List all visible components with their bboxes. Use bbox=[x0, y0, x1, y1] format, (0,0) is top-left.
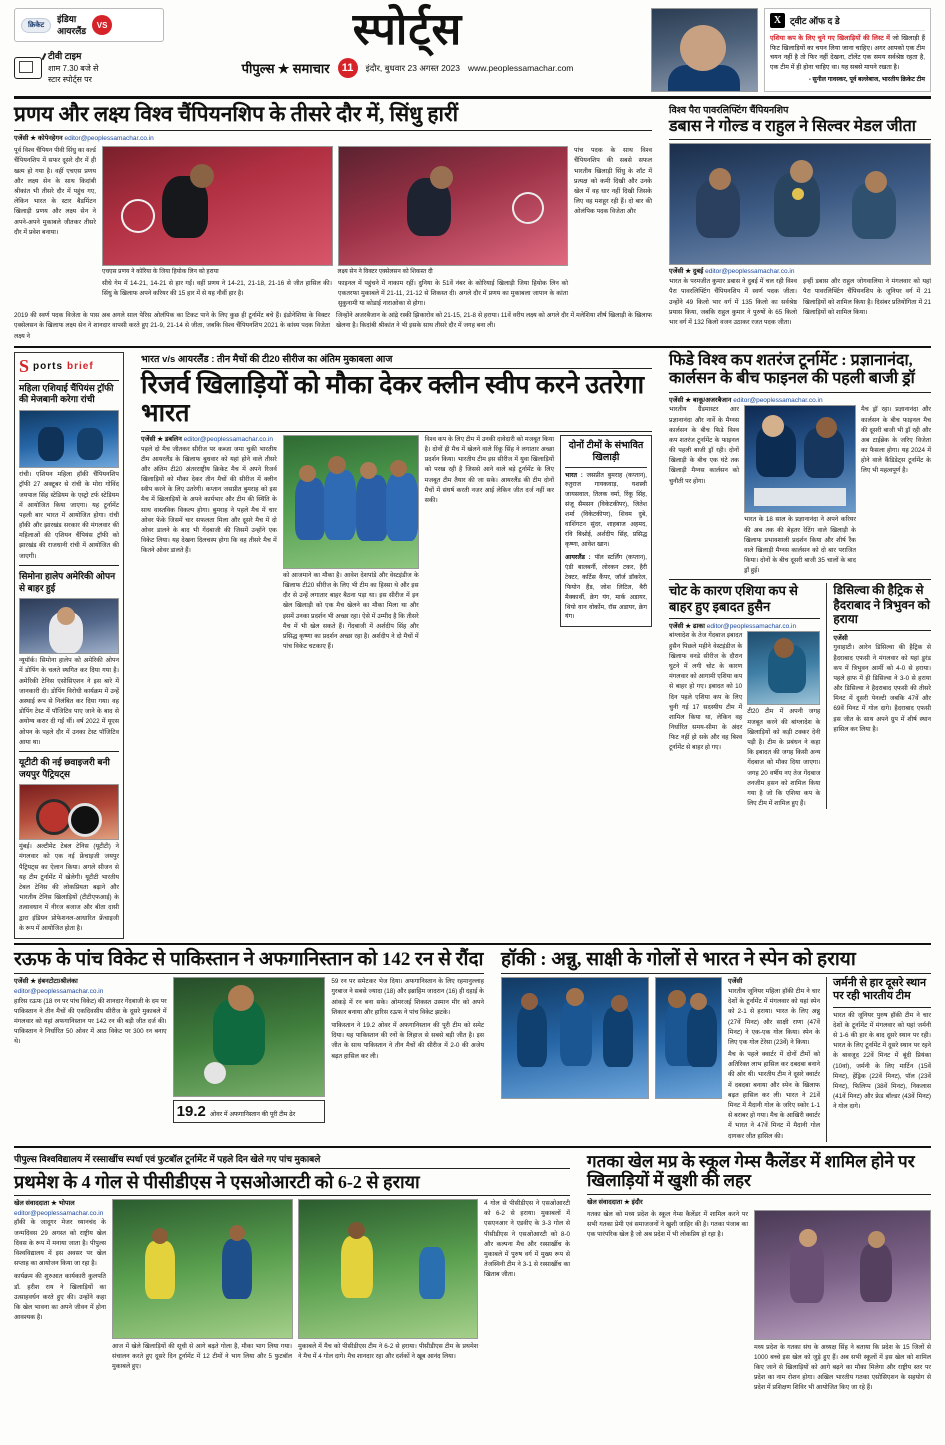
tweet-body bbox=[770, 34, 925, 72]
pakistan-agency: एजेंसी ★ हंबनटोटा/श्रीलंका bbox=[14, 978, 78, 986]
probable-ireland bbox=[565, 553, 647, 622]
page-title: स्पोर्ट्स bbox=[352, 5, 463, 54]
middle-row bbox=[0, 352, 945, 939]
brief-1-body: रांची। एशियन महिला हॉकी चैंपियनशिप ट्रॉफी 27 अक्टूबर से रांची के मोरा गोविंद जयपाल सिंह स्टेडियम के एस्ट्रो टर्फ स्टेडियम में आयोजित किया जाएगा। यह टूर्नामेंट पहली बार भारत में आयोजित होगा। रांची हॉकी और झारखंड सरकार की मंगलवार की महिलाओं की एशियन चैंपियंस ट्रॉफी को झारखंड की राजधानी रांची में आयोजित की जाएगी। bbox=[19, 471, 119, 560]
germany-body: भारत की जूनियर पुरुष हॉकी टीम ने चार देशों के टूर्नामेंट में मंगलवार को यहां जर्मनी से 1-6 की हार के बाद दूसरे स्थान पर रही। भारत के लिए टूर्नामेंट में दूसरे स्थान पर रहने के बावजूद 22वें मिनट में बूंदी प्रियंका (10वां), जर्मनी के लिए मार्टिन (15वें मिनट), हेंड्रिक (22वें मिनट), पॉल (23वें मिनट), फिलिप्प (38वें मिनट), निकलास (41वें मिनट) और फ्रेड बॉल्डर (43वें मिनट) ने गोल दागे। bbox=[833, 1011, 931, 1111]
para-col-2: इन्हीं डबास और राहुल जोगवालिया ने मंगलवार को यहां पैरा पावरलिफ्टिंग चैंपियनशिप के जूनियर वर्ग में 21 खिलाड़ियों को शामिल किया है। दिसंबर प्रतियोगिता में 21 खिलाड़ियों को शामिल किया। bbox=[803, 278, 931, 316]
brief-2-body: न्यूयॉर्क। सिमोना हालेप को अमेरिकी ओपन में डोपिंग के चलते स्थगित कर दिया गया है। अमेरिकी टेनिस एसोसिएशन ने इस बारे में जानकारी दी। डोपिंग विरोधी कार्यक्रम में उन्हें अस्थाई रूप से निलंबित कर दिया गया। वह डोपिंग टेस्ट में पॉजिटिव पाए जाने के बाद से अयोग्य करार दी गईं थीं। वर्ष 2022 में यूएस ओपन के पहले दौर में उनका टेस्ट पॉजिटिव आया था। bbox=[19, 657, 119, 746]
university-photo-1 bbox=[112, 1199, 293, 1339]
sports-brief-s: S bbox=[19, 355, 30, 376]
badminton-col-1: पूर्व विश्व चैंपियन पीवी सिंधु का वर्ल्ड चैंपियनशिप में सफर दूसरे दौर में ही खत्म हो गया है। वहीं एचएस प्रणय और लक्ष्य सेन के साथ किदांबी श्रीकांत भी तीसरे दौर में पहुंच गए, लेकिन भारत के स्टार बैडमिंटन खिलाड़ी प्रणय और लक्ष्य सेन ने अपने-अपने मुकाबले जीतकर तीसरे दौर में प्रवेश बनाया। bbox=[14, 147, 96, 236]
vs-badge: VS bbox=[92, 15, 112, 35]
team-1: इंडिया bbox=[57, 14, 77, 24]
badminton-caption-left: एचएस प्रणय ने कोरिया के जिया हियोक लिन को हराया bbox=[102, 269, 219, 276]
badminton-headline: प्रणय और लक्ष्य विश्व चैंपियनशिप के तीसरे दौर में, सिंधु हारीं bbox=[14, 102, 459, 126]
gatka-byline: खेल संवाददाता ★ इंदौर bbox=[587, 1198, 643, 1206]
columnist-photo bbox=[651, 8, 758, 92]
gatka-col-1: गतका खेल को मध्य प्रदेश के स्कूल गेम्स कैलेंडर में शामिल करने पर सभी गतका प्रेमी एवं समाजजनों ने खुशी जाहिर की है। गतका पंजाब का एक पारंपरिक खेल है जो अब प्रदेश में भी लोकप्रिय हो रहा है। bbox=[587, 1210, 748, 1239]
badminton-article bbox=[14, 103, 652, 342]
chess-byline bbox=[669, 396, 931, 406]
badminton-col-6: जिन्होंने अजरबैजान के आंद्रे रस्की झिकारोव को 21-15, 21-8 से हराया। 11वें वरीय लक्ष्य को अगले दौर में मलेशिया शीर्ष खिलाड़ी के खिलाफ खेलना है। किदांबी श्रीकांत ने भी इसके साथ तीसरे दौर में जगह बना ली। bbox=[336, 312, 652, 330]
pakistan-headline: रऊफ के पांच विकेट से पाकिस्तान ने अफगानिस्तान को 142 रन से रौंदा bbox=[14, 948, 484, 970]
probable-ireland-label: आयरलैंड : bbox=[565, 553, 591, 561]
probable-ireland-list: पॉल स्टर्लिंग (कप्तान), एंडी बालबर्नी, लोरकन टकर, हैरी टेक्टर, कर्टिस कैंपर, जॉर्ज डॉकरेल, फियोन हैंड, जोश लिटिल, बैरी मैक्कार्थी, क्रेग यंग, मार्क अडायर, थियो वान वोर्कोम, रॉस अडायर, क्रेग यंग। bbox=[565, 553, 648, 621]
injury-byline bbox=[669, 622, 820, 632]
tv-text bbox=[48, 50, 98, 85]
para-powerlifting-article bbox=[669, 103, 931, 328]
lower-row bbox=[0, 949, 945, 1142]
hockey-photo-2 bbox=[655, 977, 722, 1099]
gatka-photo bbox=[754, 1210, 931, 1340]
injury-headline: चोट के कारण एशिया कप से बाहर हुए इबादत हुसैन bbox=[669, 583, 798, 615]
badminton-col-4: फाइनल में पहुंचने में नाकाम रहीं। दुनिया के 51वें नंबर के कोरियाई खिलाड़ी जिया हियोक लिन को एकतरफा मुकाबले में 21-11, 21-12 से शिकस्त दी। अगले दौर में प्रणय का मुकाबला जापान के कांता सुकुनामी या कोडाई नाराओका से होगा। bbox=[338, 279, 568, 308]
tweet-title: ट्वीट ऑफ द डे bbox=[790, 16, 840, 26]
cricket-eyebrow: भारत v/s आयरलैंड : तीन मैचों की टी20 सीरीज का अंतिम मुकाबला आज bbox=[141, 353, 393, 365]
tweet-lead: एशिया कप के लिए चुने गए खिलाड़ियों की लिस्ट में bbox=[770, 35, 890, 42]
cricket-byline bbox=[141, 435, 277, 445]
university-article bbox=[14, 1152, 570, 1373]
probable-india bbox=[565, 471, 647, 550]
para-email[interactable]: editor@peoplessamachar.co.in bbox=[705, 268, 795, 276]
chess-col-2: भारत के 18 साल के प्रज्ञानानंदा ने अपने करियर की अब तक की बेहतर रेटिंग वाले खिलाड़ी के खिलाफ प्रभावशाली प्रदर्शन किया और शीर्ष रैंक वाले खिलाड़ी मैग्नस कार्लसन को दो बार पराजित किया। दोनों के बीच दूसरी बाजी 35 चालों के बाद ड्रॉ हुई। bbox=[744, 516, 856, 575]
badminton-photo-lakshya bbox=[338, 146, 569, 266]
chess-article bbox=[669, 352, 931, 577]
chess-email[interactable]: editor@peoplessamachar.co.in bbox=[733, 396, 823, 404]
hockey-headline: हॉकी : अन्नु, साक्षी के गोलों से भारत ने स्पेन को हराया bbox=[501, 948, 856, 970]
hockey-col-2: मैच के पहले क्वार्टर में दोनों टीमों को अतिरिक्त लाभ हासिल कर दबदबा बनाने की ओर थी। भारतीय टीम ने दूसरे क्वार्टर में दबदबा बनाया और स्पेन के खिलाफ बढ़त हासिल कर ली। भारत ने 21वें मिनट में मैदानी गोल के जरिए स्कोर 1-1 से बराबर हो गया। मैच के आखिरी क्वार्टर में भारत ने 47वें मिनट में मैदानी गोल दागकर जीत हासिल की। bbox=[728, 1051, 820, 1140]
masthead-infoline bbox=[172, 58, 643, 78]
cricket-agency: एजेंसी ★ डबलिन bbox=[141, 435, 182, 443]
para-headline: डबास ने गोल्ड व राहुल ने सिल्वर मेडल जीता bbox=[669, 118, 916, 135]
tv-icon bbox=[14, 57, 42, 79]
para-eyebrow: विश्व पैरा पावरलिफ्टिंग चैंपियनशिप bbox=[669, 105, 789, 116]
lead-row bbox=[0, 103, 945, 342]
pakistan-photo-rauf bbox=[173, 977, 326, 1097]
university-photo-2 bbox=[298, 1199, 479, 1339]
masthead-center bbox=[172, 5, 643, 92]
team-2: आयरलैंड bbox=[57, 26, 87, 37]
badminton-photo-pranoy bbox=[102, 146, 333, 266]
germany-article bbox=[833, 977, 931, 1142]
probable-title: दोनों टीमों के संभावित खिलाड़ी bbox=[565, 440, 647, 468]
badminton-col-2: पांच पदक के साथ विश्व चैंपियनशिप की सबसे सफल भारतीय खिलाड़ी सिंधु के शॉट में प्रत्यक्ष को कमी दिखी और उनके खेल में वह धार नहीं दिखी जिसके लिए वह मशहूर रही हैं। दो बार की ओलंपिक पदक विजेता और bbox=[574, 147, 652, 216]
cricket-team-photo bbox=[283, 435, 419, 569]
website-url[interactable]: www.peoplessamachar.com bbox=[468, 63, 574, 73]
brief-3-title: यूटीटी की नई छवाइजरी बनी जयपुर पैट्रियट्स bbox=[19, 756, 110, 779]
brief-1-photo bbox=[19, 410, 119, 468]
injury-article bbox=[669, 583, 820, 809]
chess-photo bbox=[744, 405, 856, 513]
hockey-photo-1 bbox=[501, 977, 649, 1099]
para-col-1: भारत के परमजीत कुमार डबास ने दुबई में चल रही विश्व पैरा पावरलिफ्टिंग चैंपियनशिप में स्वर्ण पदक जीता। उन्होंने 49 किलो भार वर्ग में 135 किलो का सर्वश्रेष्ठ प्रयास किया, जबकि राहुल कुमार ने पुरुषों के 65 किलो भार वर्ग में 132 किलो वजन उठाकर रजत पदक जीता। bbox=[669, 278, 797, 326]
bottom-row bbox=[0, 1152, 945, 1394]
university-col-4: मुकाबले में मैच को पीसीडीएस टीम ने 6-2 से हराया। पीसीडीएस टीम के प्रथमेश ने मैच में 4 गोल दागे। मैच शानदार रहा और दर्शकों ने खूब आनंद लिया। bbox=[298, 1342, 478, 1361]
cricket-col-3: विश्व कप के लिए टीम में उनकी दावेदारी को मजबूत किया है। दोनों ही मैच में खेलने वाले रिंकू सिंह ने लगातार अच्छा प्रदर्शन किया। भारतीय टीम इस सीरीज में युवा खिलाड़ियों को परख रही है जिससे आने वाले बड़े टूर्नामेंट के लिए मजबूत टीम तैयार की जा सके। आयरलैंड की टीम दोनों मैचों में संघर्ष करती नजर आई लेकिन जीत दर्ज नहीं कर सकी। bbox=[424, 435, 555, 504]
brand-logo: पीपुल्स ★ समाचार bbox=[241, 61, 330, 76]
injury-col-2: टी20 टीम में अपनी जगह मजबूत करने की बांग्लादेश के खिलाड़ियों को कड़ी टक्कर देनी पड़ी है। टीम के प्रबंधन ने कहा कि इबादत की जगह किसी अन्य गेंदबाज को मौका दिया जाएगा। जगह 20 वर्षीय नए तेज गेंदबाज तनजीम हसन को शामिल किया गया है जो कि एशिया कप के लिए टीम में शामिल हुए हैं। bbox=[747, 708, 821, 808]
badminton-email[interactable]: editor@peoplessamachar.co.in bbox=[64, 134, 154, 142]
hattrick-article bbox=[833, 583, 931, 809]
gatka-article bbox=[587, 1152, 931, 1394]
tweet-of-the-day bbox=[764, 8, 931, 92]
pakistan-byline bbox=[14, 977, 167, 997]
cricket-main-article bbox=[141, 352, 652, 653]
masthead-right bbox=[651, 8, 931, 92]
probable-xi-box bbox=[560, 435, 652, 628]
tv-label: टीवी टाइम bbox=[48, 51, 82, 62]
para-photo-podium bbox=[669, 143, 931, 265]
masthead bbox=[0, 0, 945, 92]
badminton-col-3: सीधे गेम में 14-21, 14-21 से हार गईं। वहीं प्रणय ने 14-21, 21-18, 21-16 से जीत हासिल की। सिंधु के खिलाफ अपने करियर की 15 हार में से यह नौवीं हार है। bbox=[102, 279, 332, 297]
sports-brief-word: brief bbox=[67, 360, 94, 372]
tv-time-block bbox=[14, 50, 164, 85]
page-number-badge: 11 bbox=[338, 58, 358, 78]
injury-photo bbox=[747, 631, 820, 705]
pakistan-score-box bbox=[173, 1100, 326, 1123]
gatka-headline: गतका खेल मप्र के स्कूल गेम्स कैलेंडर में शामिल होने पर खिलाड़ियों में खुशी की लहर bbox=[587, 1151, 915, 1191]
right-lower-row bbox=[669, 583, 931, 809]
chess-agency: एजेंसी ★ बाकू/अजरबैजान bbox=[669, 396, 732, 404]
hattrick-byline: एजेंसी bbox=[833, 634, 848, 642]
sports-brief-rail bbox=[14, 352, 124, 939]
probable-india-list: जसप्रीत बुमराह (कप्तान), रुतुराज गायकवाड़, यशस्वी जायसवाल, तिलक वर्मा, रिंकू सिंह, संजू सैमसन (विकेटकीपर), जितेश शर्मा (विकेटकीपर), शिवम दुबे, वाशिंगटन सुंदर, शाहबाज अहमद, रवि बिश्नोई, अर्शदीप सिंह, प्रसिद्ध कृष्णा, आवेश खान। bbox=[565, 471, 648, 548]
pakistan-article bbox=[14, 949, 484, 1123]
university-col-3: आज में खेले खिलाड़ियों की सूची से आगे बढ़ते गोला है, मौका भाग लिया गया। संचालन करते हुए दूसरे दिन टूर्नामेंट में 12 टीमों ने भाग लिया और 5 फुटबॉल मुकाबले हुए। bbox=[112, 1342, 292, 1371]
match-strip bbox=[14, 8, 164, 42]
sport-chip: क्रिकेट bbox=[21, 18, 51, 33]
brief-3-photo bbox=[19, 784, 119, 840]
pakistan-col-3: पाकिस्तान ने 19.2 ओवर में अफगानिस्तान की पूरी टीम को समेट दिया। यह पाकिस्तान की रनों के लिहाज से सबसे बड़ी जीत है। इस जीत के साथ पाकिस्तान ने तीन मैचों की सीरीज में 2-0 की अजेय बढ़त हासिल कर ली। bbox=[331, 1021, 485, 1060]
university-col-5: 4 गोल से पीसीडीएस ने एसओआरटी को 6-2 से हराया। मुकाबलों में एसएनआर ने एडवीए के 3-3 गोल से पीसीडीएस ने एसओआरटी को 8-0 और कल्पना मैच और रस्साखींच के मुकाबले में पुरुष वर्ग में मुख्य रूप से तेजस्विनी टीम ने 3-1 से रस्साखींच का खिताब जीता। bbox=[484, 1199, 570, 1279]
tv-time: शाम 7.30 बजे से bbox=[48, 63, 99, 73]
probable-india-label: भारत : bbox=[565, 471, 583, 479]
injury-col-1: बांग्लादेश के तेज गेंदबाज इबादत हुसैन पिछले महीने वेस्टइंडीज के खिलाफ वनडे सीरीज के दौरान घुटने में लगी चोट के कारण मंगलवार को आगामी एशिया कप से बाहर हो गए। इबादत को 10 दिन पहले एशिया कप के लिए चुनी गई 17 सदस्यीय टीम में शामिल किया था, लेकिन वह निर्धारित समय-सीमा के अंदर फिट नहीं हो सके और वह बिश्व टूर्नामेंट से बाहर हो गए। bbox=[669, 632, 743, 752]
hockey-col-1: भारतीय जूनियर महिला हॉकी टीम ने चार देशों के टूर्नामेंट में मंगलवार को यहां स्पेन को 2-1 से हराया। भारत के लिए अन्नु (27वें मिनट) और साक्षी राणा (47वें मिनट) ने एक-एक गोल किया। स्पेन के लिए एक गोल टेरेसा (23वें) ने किया। bbox=[728, 987, 820, 1046]
university-agency: खेल संवाददाता ★ भोपाल bbox=[14, 1199, 75, 1207]
germany-headline: जर्मनी से हार दूसरे स्थान पर रही भारतीय टीम bbox=[833, 977, 927, 1003]
hockey-byline: एजेंसी bbox=[728, 978, 743, 986]
match-teams bbox=[57, 13, 86, 37]
chess-headline: फिडे विश्व कप शतरंज टूर्नामेंट : प्रज्ञानानंदा, कार्लसन के बीच फाइनल की पहली बाजी ड्रॉ bbox=[669, 351, 915, 388]
pakistan-col-1: हारिस रऊफ (18 रन पर पांच विकेट) की शानदार गेंदबाजी के दम पर पाकिस्तान ने तीन मैचों की एकदिवसीय सीरीज के दूसरे मुकाबले में मंगलवार को यहां अफगानिस्तान पर 142 रन की बड़ी जीत दर्ज की। पाकिस्तान ने निर्धारित 50 ओवर में आठ विकेट पर 300 रन बनाए थे। bbox=[14, 997, 167, 1046]
brief-2-title: सिमोना हालेप अमेरिकी ओपन से बाहर हुई bbox=[19, 570, 116, 593]
brief-2-photo bbox=[19, 598, 119, 654]
tweet-header bbox=[770, 13, 925, 31]
masthead-left bbox=[14, 8, 164, 92]
pakistan-email[interactable]: editor@peoplessamachar.co.in bbox=[14, 987, 104, 995]
para-agency: एजेंसी ★ दुबई bbox=[669, 268, 704, 276]
university-col-1: हॉकी के जादूगर मेजर ध्यानचंद के जन्मदिवस 29 अगस्त को राष्ट्रीय खेल दिवस के रूप में मनाया जाता है। पीपुल्स विश्वविद्यालय में इस अवसर पर खेल सप्ताह का आयोजन किया जा रहा है। bbox=[14, 1219, 106, 1268]
badminton-caption-right: लक्ष्य सेन ने विक्टर एक्सेलसन को शिकस्त दी bbox=[337, 269, 433, 276]
x-logo-icon: X bbox=[770, 13, 785, 28]
tweet-text: जो खिलाड़ी हैं फिट खिलाड़ियों का चयन लिया जाना चाहिए। अगर आपको एक टीम चयन नहीं है तो फिर नहीं देखना, टॉलेंट एक समय सर्वश्रेष्ठ रहता है, एक टीम में ही होना चाहिए था। यह सबसे मायने रखता है। bbox=[770, 35, 926, 71]
brief-1-title: महिला एशियाई चैंपियंस ट्रॉफी की मेजबानी करेगा रांची bbox=[19, 382, 114, 405]
chess-col-3: मैच ड्रॉ रहा। प्रज्ञानानंदा और कार्लसन के बीच फाइनल मैच की दूसरी बाजी भी ड्रॉ रही और अब टाईब्रेक के जरिए विजेता का फैसला होगा। यह 2024 में होने वाले कैंडिडेट्स टूर्नामेंट के लिए भी महत्वपूर्ण है। bbox=[861, 406, 931, 475]
para-byline bbox=[669, 267, 931, 277]
sports-brief-rest: ports bbox=[33, 360, 64, 372]
tv-channel: स्टार स्पोर्ट्स पर bbox=[48, 75, 92, 85]
injury-agency: एजेंसी ★ ढाका bbox=[669, 622, 705, 630]
university-eyebrow: पीपुल्स विश्वविद्यालय में रस्साखींच स्पर्धा एवं फुटबॉल टूर्नामेंट में पहले दिन खेले गए पांच मुकाबले bbox=[14, 1153, 321, 1164]
right-column bbox=[669, 352, 931, 809]
dateline: इंदौर, बुधवार 23 अगस्त 2023 bbox=[365, 62, 461, 73]
cricket-email[interactable]: editor@peoplessamachar.co.in bbox=[183, 435, 273, 443]
cricket-headline: रिजर्व खिलाड़ियों को मौका देकर क्लीन स्वीप करने उतरेगा भारत bbox=[141, 371, 645, 427]
hattrick-body: गुवाहाटी। आरेन डिसिल्वा की हैट्रिक से हैदराबाद एफसी ने मंगलवार को यहां डूरंड कप में त्रिभुवन आर्मी को 4-0 से हराया। पहले हाफ में ही डिसिल्वा ने 3-0 से हराया और डिसिल्वा ने हैदराबाद एफसी की तीसरे मिनट में दूसरी पेनल्टी जबकि 47वें और 69वें मिनट में गोल दागे। हैदराबाद एफसी इस जीत के साथ अपने ग्रुप में शीर्ष स्थान हासिल कर लिया है। bbox=[833, 644, 931, 733]
pakistan-col-2: 59 रन पर समेटकर भेज दिया। अफगानिस्तान के लिए रहमानुल्लाह गुरबाज ने सबसे ज्यादा (18) और इब्राहिम जादरान (16) ही दहाई के आंकड़े में रन बना सके। ओमरजई शिकस्त उस्मान मीर को अपने शिकार बनाया और हारिस रऊफ ने पांच विकेट झटके। bbox=[331, 978, 485, 1016]
injury-email[interactable]: editor@peoplessamachar.co.in bbox=[706, 622, 797, 630]
pakistan-score-label: ओवर में अफगानिस्तान की पूरी टीम ढेर bbox=[209, 1111, 296, 1119]
badminton-agency: एजेंसी ★ कोपेनहेगन bbox=[14, 134, 63, 142]
cricket-col-1: पहले दो मैच जीतकर सीरीज पर कब्जा जमा चुकी भारतीय टीम आयरलैंड के खिलाफ बुधवार को यहां होने वाले तीसरे और अंतिम टी20 अंतरराष्ट्रीय क्रिकेट मैच में अपने रिजर्व खिलाड़ियों को मौका देकर तीन मैचों की सीरीज में क्लीन स्वीप करने के लिए उतरेगी। कप्तान जसप्रीत बुमराह को इस मैच में खिलाड़ियों के अपने कार्यभार और टीम की स्थिति के साथ वास्तविक विकल्प होगा। बुमराह ने पहले मैच में चार ओवर फेंके जिसमें चार सफलता मिला और दूसरे मैच में दो ओवर डालने के बाद भी गेंदबाजी की जिसमें उन्होंने एक विकेट लिया। यह देखना दिलचस्प होगा कि वह तीसरे मैच में कितने ओवर डालते हैं। bbox=[141, 445, 277, 555]
chess-col-1: भारतीय ग्रैंडमास्टर आर प्रज्ञानानंदा और नार्वे के मैग्नस कार्लसन के बीच फिडे विश्व कप शतरंज टूर्नामेंट के फाइनल की पहली बाजी ड्रॉ रही। दोनों खिलाड़ी के बीच एक घंटे तक खिलाड़ी मैग्नस कार्लसन को चुनौती पर होगा। bbox=[669, 406, 739, 485]
sports-brief-header bbox=[15, 353, 123, 380]
tweet-attribution: - सुनील गावस्कर, पूर्व बल्लेबाज, भारतीय क्रिकेट टीम bbox=[808, 76, 925, 84]
pakistan-overs: 19.2 bbox=[176, 1103, 206, 1121]
gatka-col-2: मध्य प्रदेश के गतका संघ के अध्यक्ष सिंह ने बताया कि प्रदेश के 15 जिलों से 1000 बच्चे इस खेल को जुड़े हुए हैं। अब सभी स्कूलों में इस खेल को शामिल किए जाने से खिलाड़ियों को आगे बढ़ने का मौका मिलेगा और राष्ट्रीय स्तर पर प्रदेश का नाम रोशन होगा। अखिल भारतीय गतका एसोसिएशन के सहयोग से प्रदेश में प्रशिक्षण शिविर भी आयोजित किए जा रहे हैं। bbox=[753, 1343, 931, 1392]
brief-3-body: मुंबई। अल्टीमेट टेबल टेनिस (यूटीटी) ने मंगलवार को एक नई फ्रेंचाइजी जयपुर पैट्रियट्स का ऐलान किया। अगले सीजन से यह टीम टूर्नामेंट में खेलेगी। यूटीटी भारतीय टेबल टेनिस की लोकप्रियता बढ़ाने और भारतीय टेनिस खिलाड़ियों (टीटीएफआई) के तत्वावधान में नीरज बजाज और बीता दासी द्वारा इंडियन प्रोफेशनल-आधारित फ्रेंचाइजी के रूप में आयोजित होता है। bbox=[19, 843, 119, 932]
university-byline bbox=[14, 1199, 106, 1219]
university-col-2: कार्यक्रम की शुरुआत कार्यकारी कुलपति डॉ. हरीश राय ने खिलाड़ियों का उत्साहवर्धन करते हुए की। उन्होंने कहा कि खेल भावना का अपने जीवन में होना आवश्यक है। bbox=[14, 1273, 106, 1322]
hockey-article bbox=[501, 949, 931, 1142]
university-email[interactable]: editor@peoplessamachar.co.in bbox=[14, 1209, 104, 1217]
badminton-col-5: 2019 की स्वर्ण पदक विजेता के पास अब अगले साल पेरिस ओलंपिक का टिकट पाने के लिए कुछ ही टूर्नामेंट बचे हैं। इंडोनेशिया के विक्टर एक्सेलसन के खिलाफ लक्ष्य सेन ने शानदार वापसी करते हुए 21-9, 21-14 से जीता, जबकि विश्व चैंपियनशिप 2021 के कांस्य पदक विजेता लक्ष्य ने bbox=[14, 312, 330, 340]
badminton-byline bbox=[14, 134, 652, 144]
cricket-col-2: को आजमाने का मौका है। आवेश देशपांडे और वेस्टइंडीज के खिलाफ टी20 सीरीज के लिए भी टीम का हिस्सा थे और इस दौर से उन्हें लगातार बाहर बैठना पड़ा था। इस सीरीज में इन खेल खिलाड़ी को एक मैच खेलने का मौका मिला था और इसमें उनका प्रदर्शन भी अच्छा रहा। ऐसे में उम्मीद है कि तीसरे मैच में भी खेल सकते हैं। गेंदबाजी में अर्शदीप सिंह और प्रसिद्ध कृष्णा का प्रदर्शन अच्छा रहा है। अर्शदीप ने दो मैचों में पांच विकेट चटकाए हैं। bbox=[282, 571, 419, 651]
university-headline: प्रथमेश के 4 गोल से पीसीडीएस ने एसओआरटी को 6-2 से हराया bbox=[14, 1171, 420, 1192]
hattrick-headline: डिसिल्वा की हैट्रिक से हैदराबाद ने त्रिभुवन को हराया bbox=[833, 583, 930, 627]
